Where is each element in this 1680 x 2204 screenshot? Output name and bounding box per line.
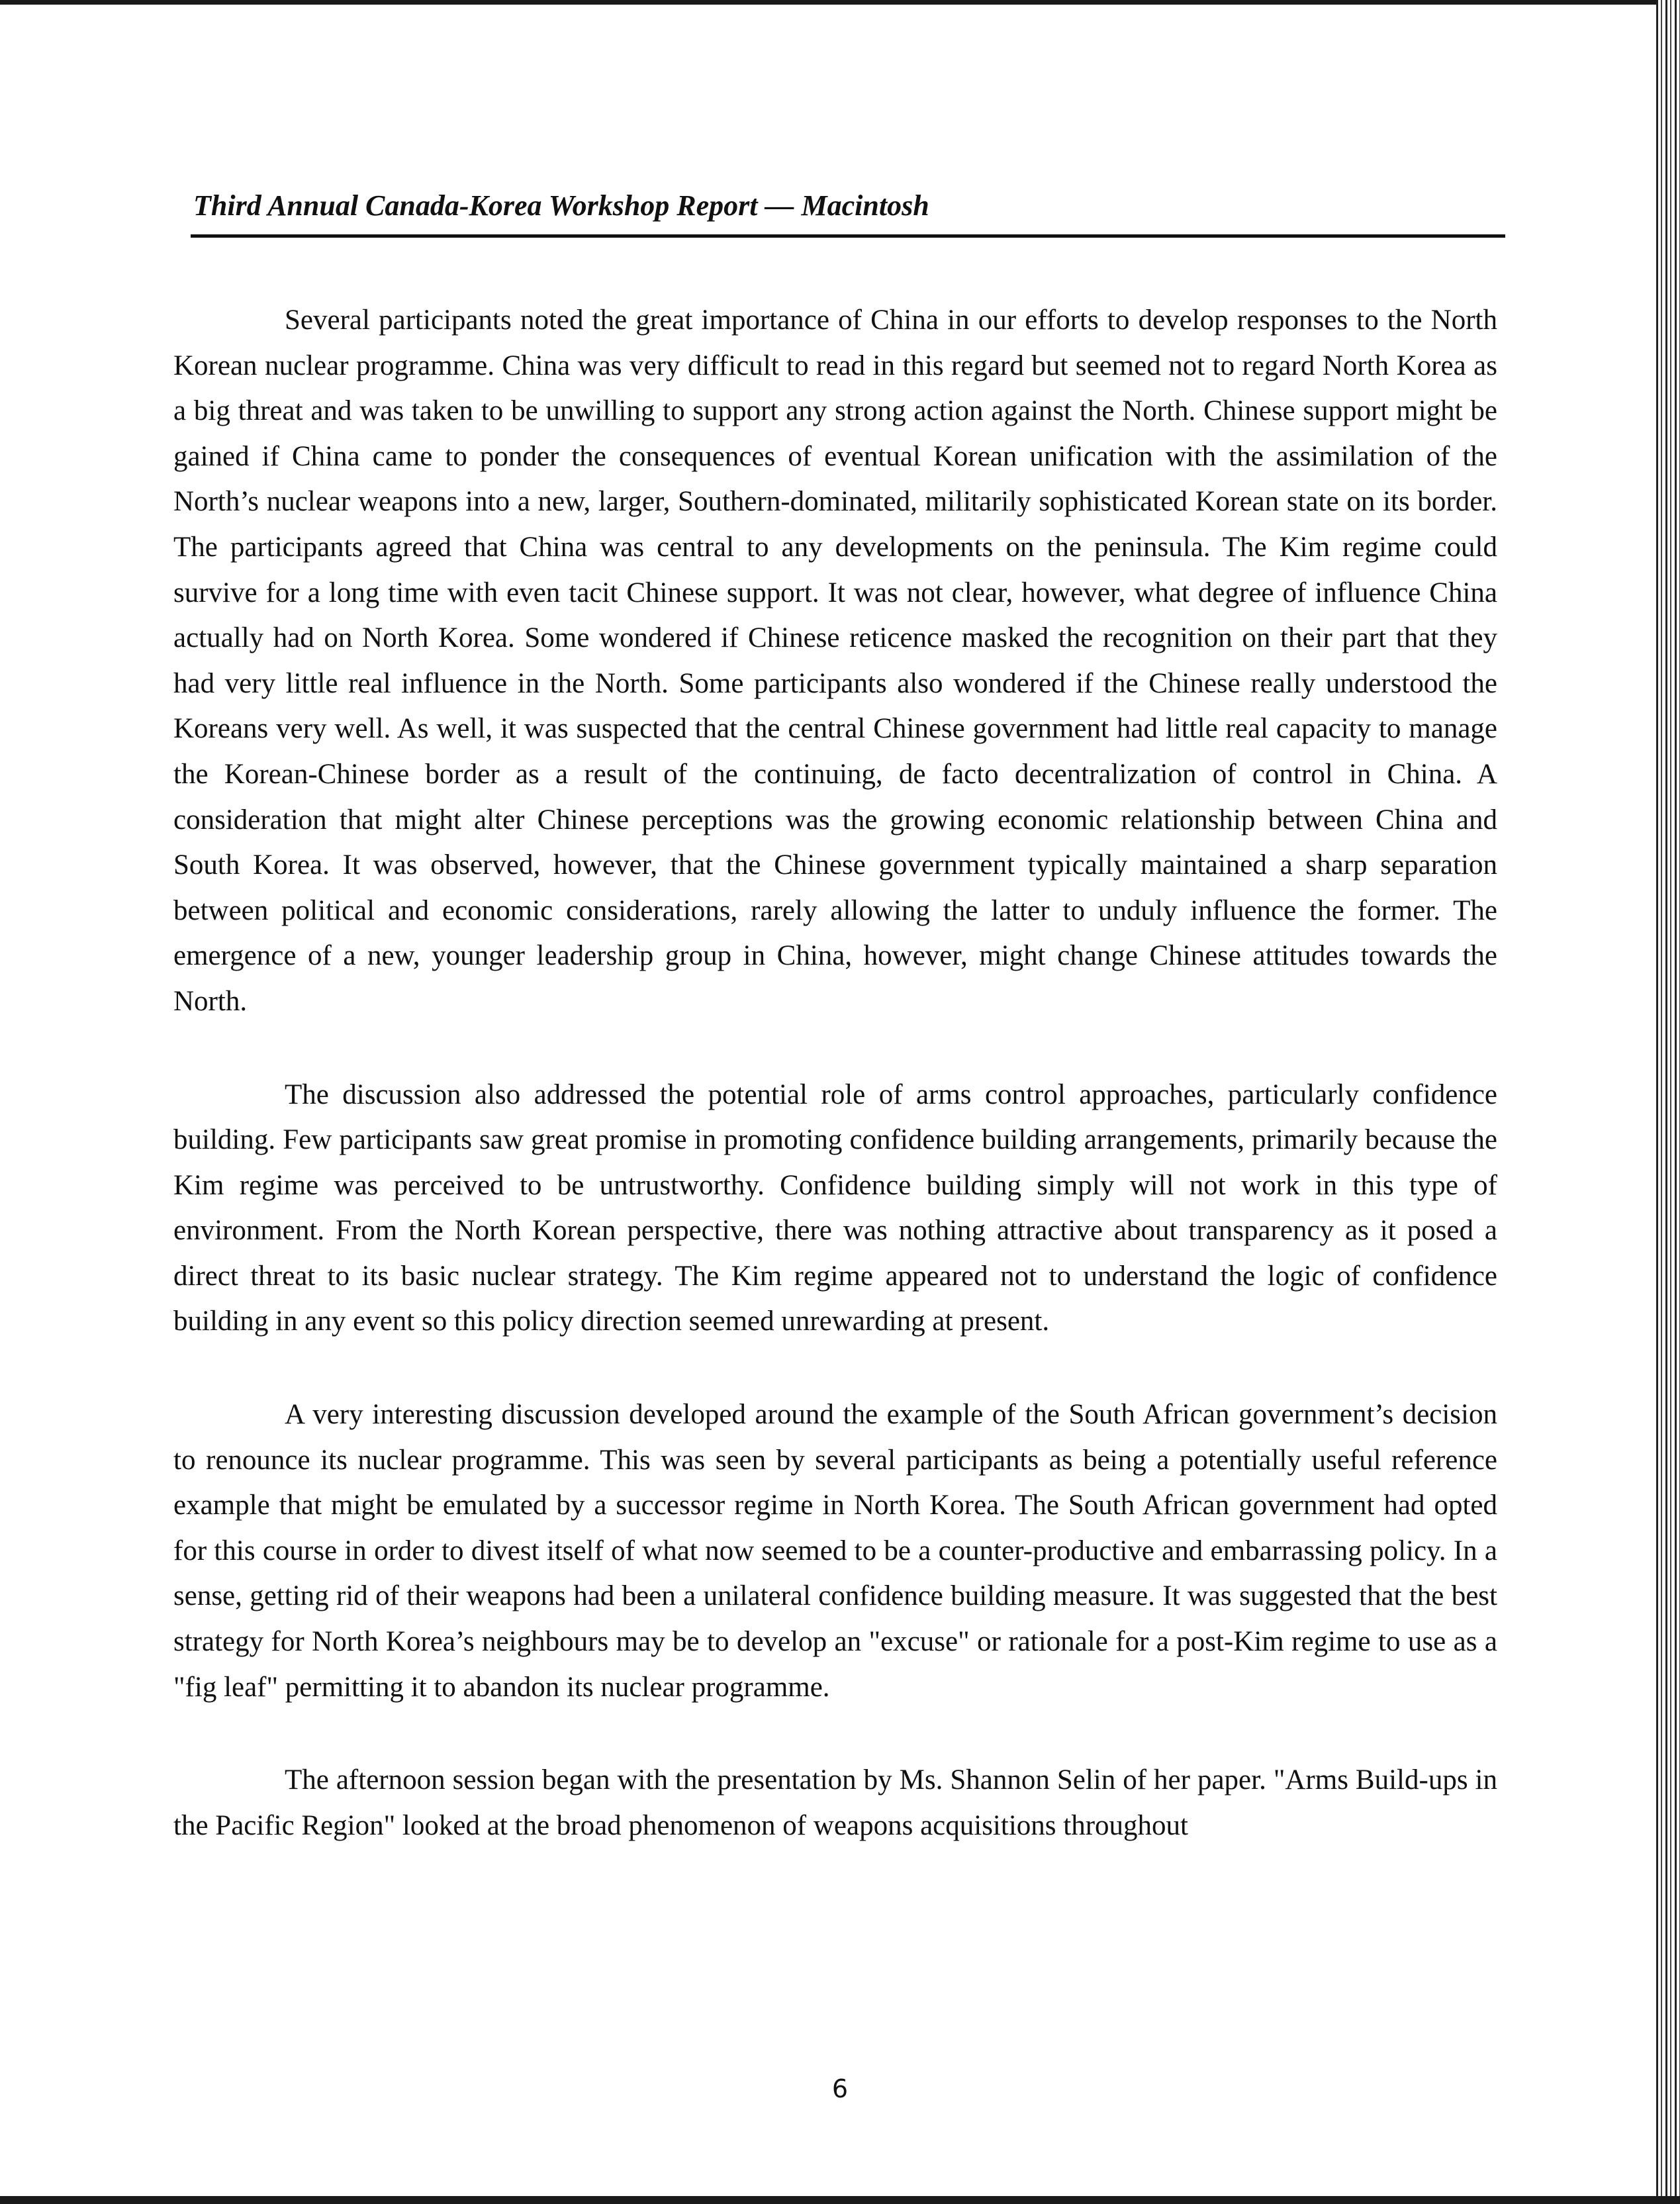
paragraph-arms-control: The discussion also addressed the potential role of arms control approaches, particularly confidence building. Few participants saw great promise in promoting confidence building arrangements, primarily because the Kim regime was perceived to be untrustworthy. Confidence building simply will not work in this type of environment. From the North Korean perspective, there was nothing attractive about transparency as it posed a direct threat to its basic nuclear strategy. The Kim regime appeared not to understand the logic of confidence building in any event so this policy direction seemed unrewarding at present. [173,1078,1497,1337]
scan-border-bottom [0,2196,1680,2204]
body-text [173,298,1497,1896]
page-number: 6 [831,2074,849,2103]
paragraph-south-africa: A very interesting discussion developed around the example of the South African government’s decision to renounce its nuclear programme. This was seen by several participants as being a potentially useful reference example that might be emulated by a successor regime in North Korea. The South African government had opted for this course in order to divest itself of what now seemed to be a counter-productive and embarrassing policy. In a sense, getting rid of their weapons had been a unilateral confidence building measure. It was suggested that the best strategy for North Korea’s neighbours may be to develop an "excuse" or rationale for a post-Kim regime to use as a "fig leaf" permitting it to abandon its nuclear programme. [173,1399,1497,1703]
running-header: Third Annual Canada-Korea Workshop Report — Macintosh [193,189,929,222]
scan-border-top [0,0,1680,5]
paragraph-china: Several participants noted the great importance of China in our efforts to develop responses to the North Korean nuclear programme. China was very difficult to read in this regard but seemed not to regard North Korea as a big threat and was taken to be unwilling to support any strong action against the North. Chinese support might be gained if China came to ponder the consequences of eventual Korean unification with the assimilation of the North’s nuclear weapons into a new, larger, Southern-dominated, militarily sophisticated Korean state on its border. The participants agreed that China was central to any developments on the peninsula. The Kim regime could survive for a long time with even tacit Chinese support. It was not clear, however, what degree of influence China actually had on North Korea. Some wondered if Chinese reticence masked the recognition on their part that they had very little real influence in the North. Some participants also wondered if the Chinese really understood the Koreans very well. As well, it was suspected that the central Chinese government had little real capacity to manage the Korean-Chinese border as a result of the continuing, de facto decentralization of control in China. A consideration that might alter Chinese perceptions was the growing economic relationship between China and South Korea. It was observed, however, that the Chinese government typically maintained a sharp separation between political and economic considerations, rarely allowing the latter to unduly influence the former. The emergence of a new, younger leadership group in China, however, might change Chinese attitudes towards the North. [173,305,1497,1017]
paragraph-afternoon-session: The afternoon session began with the presentation by Ms. Shannon Selin of her paper. "Arms Build-ups in the Pacific Region" looked at the broad phenomenon of weapons acquisitions throughout [173,1764,1497,1841]
header-rule [191,234,1505,238]
scan-border-right [1656,0,1680,2204]
